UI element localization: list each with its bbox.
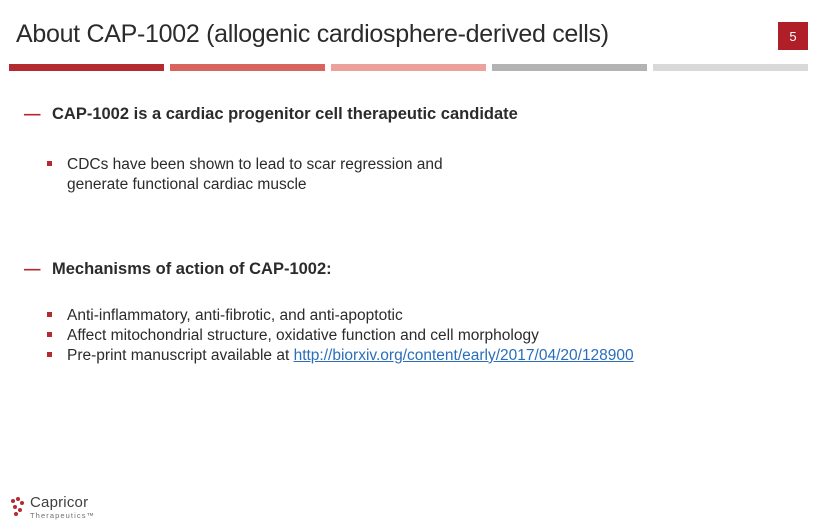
dash-bullet-icon: — bbox=[24, 105, 41, 123]
bullet-level1-item-2-label: Mechanisms of action of CAP-1002: bbox=[52, 259, 332, 278]
square-bullet-icon bbox=[47, 352, 52, 357]
divider-segment-3 bbox=[331, 64, 486, 71]
dash-bullet-icon: — bbox=[24, 259, 41, 278]
divider-segment-1 bbox=[9, 64, 164, 71]
bullet-level2-item-3-label: Affect mitochondrial structure, oxidative function and cell morphology bbox=[67, 326, 539, 344]
logo-company-tagline: Therapeutics™ bbox=[30, 510, 96, 520]
logo-company-name: Capricor bbox=[30, 493, 89, 511]
bullet-level2-item-1-line1: CDCs have been shown to lead to scar regression and bbox=[67, 155, 443, 173]
bullet-level2-item-2-label: Anti-inflammatory, anti-fibrotic, and anti-apoptotic bbox=[67, 306, 403, 324]
spacer-2 bbox=[0, 195, 817, 259]
bullet-level1-item-1 bbox=[0, 104, 817, 125]
slide-body bbox=[0, 104, 817, 366]
capricor-mark-icon bbox=[10, 497, 26, 519]
page-title: About CAP-1002 (allogenic cardiosphere-derived cells) bbox=[16, 20, 609, 48]
slide-number-badge: 5 bbox=[778, 22, 808, 50]
bullet-level2-item-1-line2: generate functional cardiac muscle bbox=[67, 175, 307, 193]
bullet-level2-item-1 bbox=[0, 155, 817, 195]
square-bullet-icon bbox=[47, 161, 52, 166]
bullet-level2-item-2 bbox=[0, 306, 817, 326]
square-bullet-icon bbox=[47, 332, 52, 337]
bullet-level2-item-4 bbox=[0, 346, 817, 366]
divider-segment-4 bbox=[492, 64, 647, 71]
bullet-level2-item-4-prefix: Pre-print manuscript available at bbox=[67, 346, 294, 364]
bullet-level1-item-2 bbox=[0, 259, 817, 280]
spacer-1 bbox=[0, 125, 817, 155]
logo-text-block bbox=[30, 495, 95, 520]
square-bullet-icon bbox=[47, 312, 52, 317]
company-logo bbox=[10, 495, 95, 520]
bullet-level1-item-1-label: CAP-1002 is a cardiac progenitor cell therapeutic candidate bbox=[52, 105, 518, 123]
divider-segment-5 bbox=[653, 64, 808, 71]
preprint-link[interactable]: http://biorxiv.org/content/early/2017/04/20/128900 bbox=[293, 346, 634, 364]
divider-segment-2 bbox=[170, 64, 325, 71]
spacer-3 bbox=[0, 280, 817, 306]
bullet-level2-item-3 bbox=[0, 326, 817, 346]
